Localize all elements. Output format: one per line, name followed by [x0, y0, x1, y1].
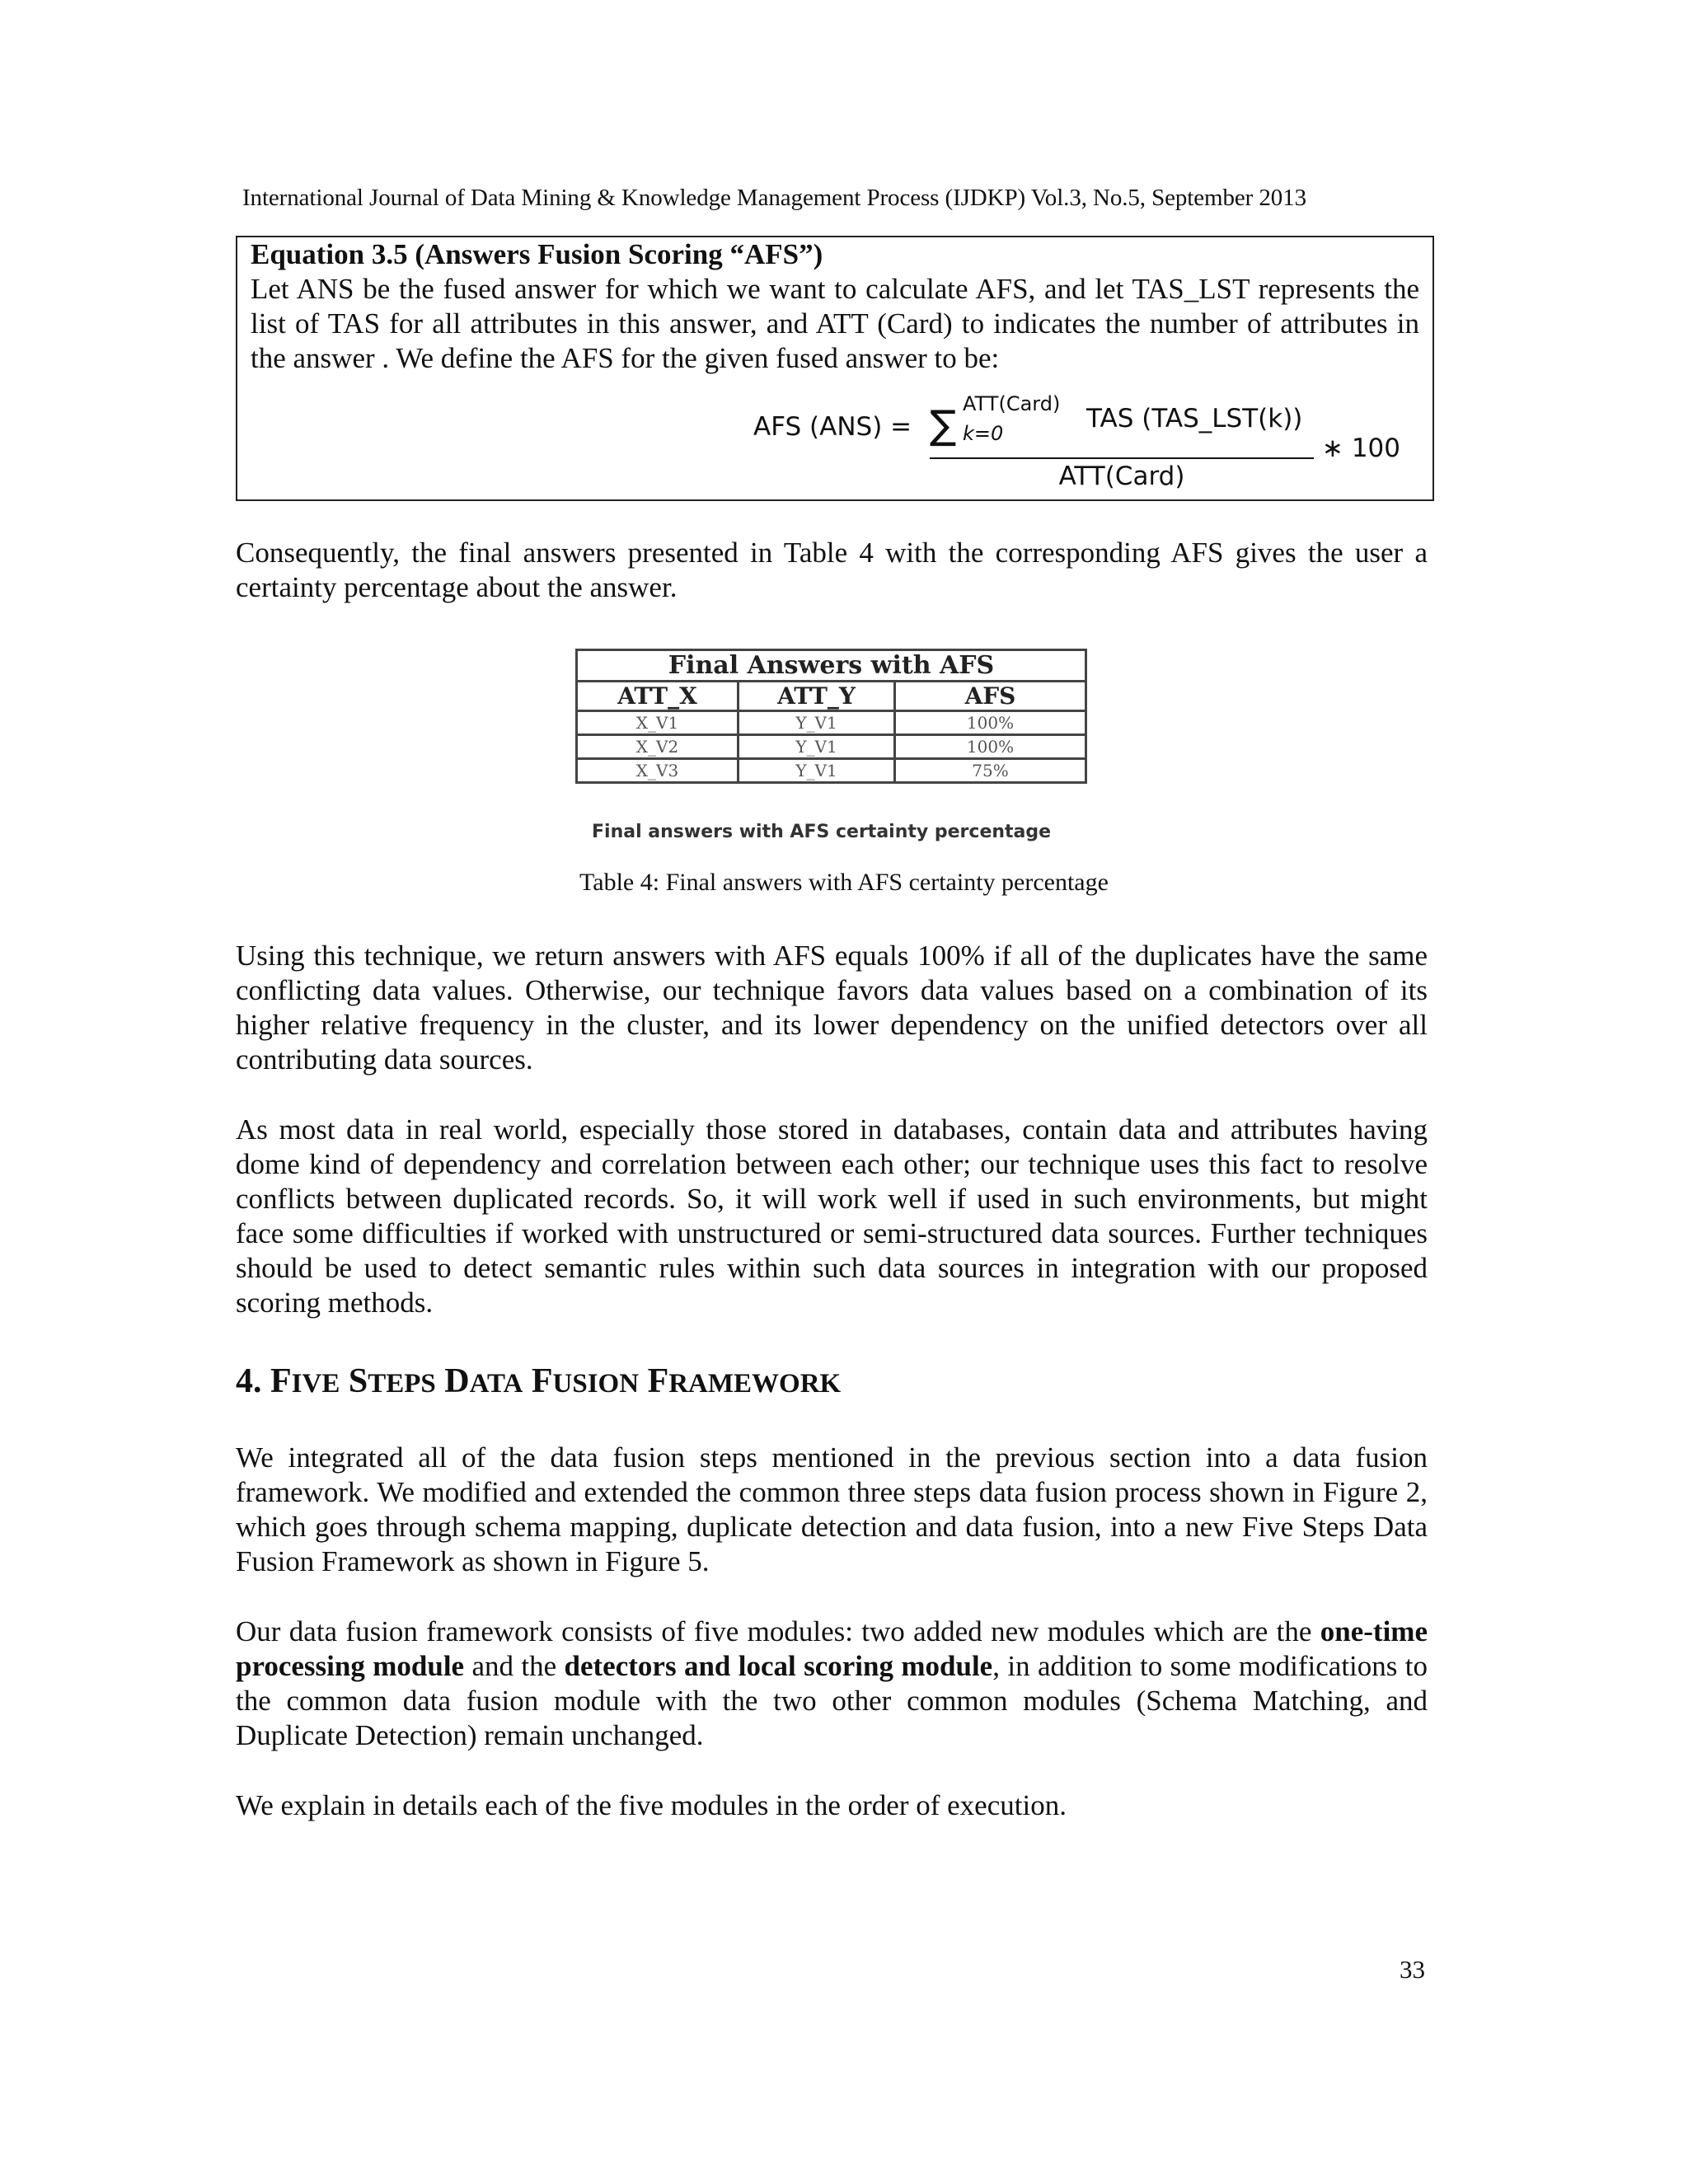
table-cell: Y_V1 [738, 759, 895, 783]
table-cell: X_V1 [577, 711, 738, 735]
final-answers-table [575, 649, 1087, 784]
afs-formula [518, 392, 1400, 493]
table-cell: Y_V1 [738, 711, 895, 735]
table-row [577, 711, 1086, 735]
paragraph: We integrated all of the data fusion steps mentioned in the previous section into a data fusion framework. We modified and extended the common three steps data fusion process shown in Figure 2, which goes through schema mapping, duplicate detection and data fusion, into a new Five Steps Data Fusion Framework as shown in Figure 5. [236, 1441, 1428, 1577]
bold-term: one-time processing module [236, 1615, 1428, 1682]
sigma-symbol: ∑ [930, 402, 957, 448]
paragraph: As most data in real world, especially those stored in databases, contain data and attributes having dome kind of dependency and correlation between each other; our technique uses this fact to resolve conflicts between duplicated records. So, it will work well if used in such environments, but might face some difficulties if worked with unstructured or semi-structured data sources. Further techniques should be used to detect semantic rules within such data sources in integration with our proposed scoring methods. [236, 1113, 1428, 1319]
table-cell: 100% [895, 735, 1086, 759]
table-cell: X_V2 [577, 735, 738, 759]
section-number: 4. [236, 1362, 262, 1400]
table-row [577, 735, 1086, 759]
paragraph: Using this technique, we return answers with AFS equals 100% if all of the duplicates have the same conflicting data values. Otherwise, our technique favors data values based on a combination of its higher relative frequency in the cluster, and its lower dependency on the unified detectors over all contributing data sources. [236, 940, 1428, 1076]
table-title: Final Answers with AFS [577, 650, 1086, 682]
equation-title: Equation 3.5 (Answers Fusion Scoring “AFS”) [251, 238, 823, 270]
sum-upper-limit: ATT(Card) [963, 392, 1061, 415]
table-row [577, 759, 1086, 783]
sum-lower-limit: k=0 [963, 422, 1004, 445]
table-cell: 75% [895, 759, 1086, 783]
formula-lhs: AFS (ANS) = [753, 412, 912, 442]
column-header: AFS [895, 682, 1086, 711]
formula-numerator [930, 392, 1322, 450]
equation-box [236, 236, 1434, 501]
column-header: ATT_X [577, 682, 738, 711]
table-cell: Y_V1 [738, 735, 895, 759]
section-heading: 4. FIVE STEPS DATA FUSION FRAMEWORK [236, 1362, 842, 1400]
column-header: ATT_Y [738, 682, 895, 711]
formula-multiplier: ∗ 100 [1322, 434, 1400, 463]
table-cell: 100% [895, 711, 1086, 735]
paragraph: We explain in details each of the five modules in the order of execution. [236, 1789, 1067, 1821]
fraction-bar [930, 457, 1314, 459]
summand: TAS (TAS_LST(k)) [1086, 404, 1303, 434]
bold-term: detectors and local scoring module [564, 1650, 993, 1682]
page-number: 33 [1400, 1955, 1425, 1984]
table-cell: X_V3 [577, 759, 738, 783]
image-caption: Final answers with AFS certainty percentage [592, 822, 1052, 842]
paragraph: Consequently, the final answers presented in Table 4 with the corresponding AFS gives the user a certainty percentage about the answer. [236, 537, 1428, 603]
equation-description: Let ANS be the fused answer for which we want to calculate AFS, and let TAS_LST represents the list of TAS for all attributes in this answer, and ATT (Card) to indicates the number of attributes in the answer . We define the AFS for the given fused answer to be: [251, 273, 1419, 374]
paragraph: Our data fusion framework consists of five modules: two added new modules which are the one-time processing module and the detectors and local scoring module, in addition to some modifications to the common data fusion module with the two other common modules (Schema Matching, and Duplicate Detection) remain unchanged. [236, 1615, 1428, 1751]
table-caption: Table 4: Final answers with AFS certainty percentage [579, 869, 1109, 896]
formula-denominator: ATT(Card) [1058, 462, 1185, 491]
running-head: International Journal of Data Mining & Knowledge Management Process (IJDKP) Vol.3, No.5, September 2013 [242, 185, 1306, 211]
